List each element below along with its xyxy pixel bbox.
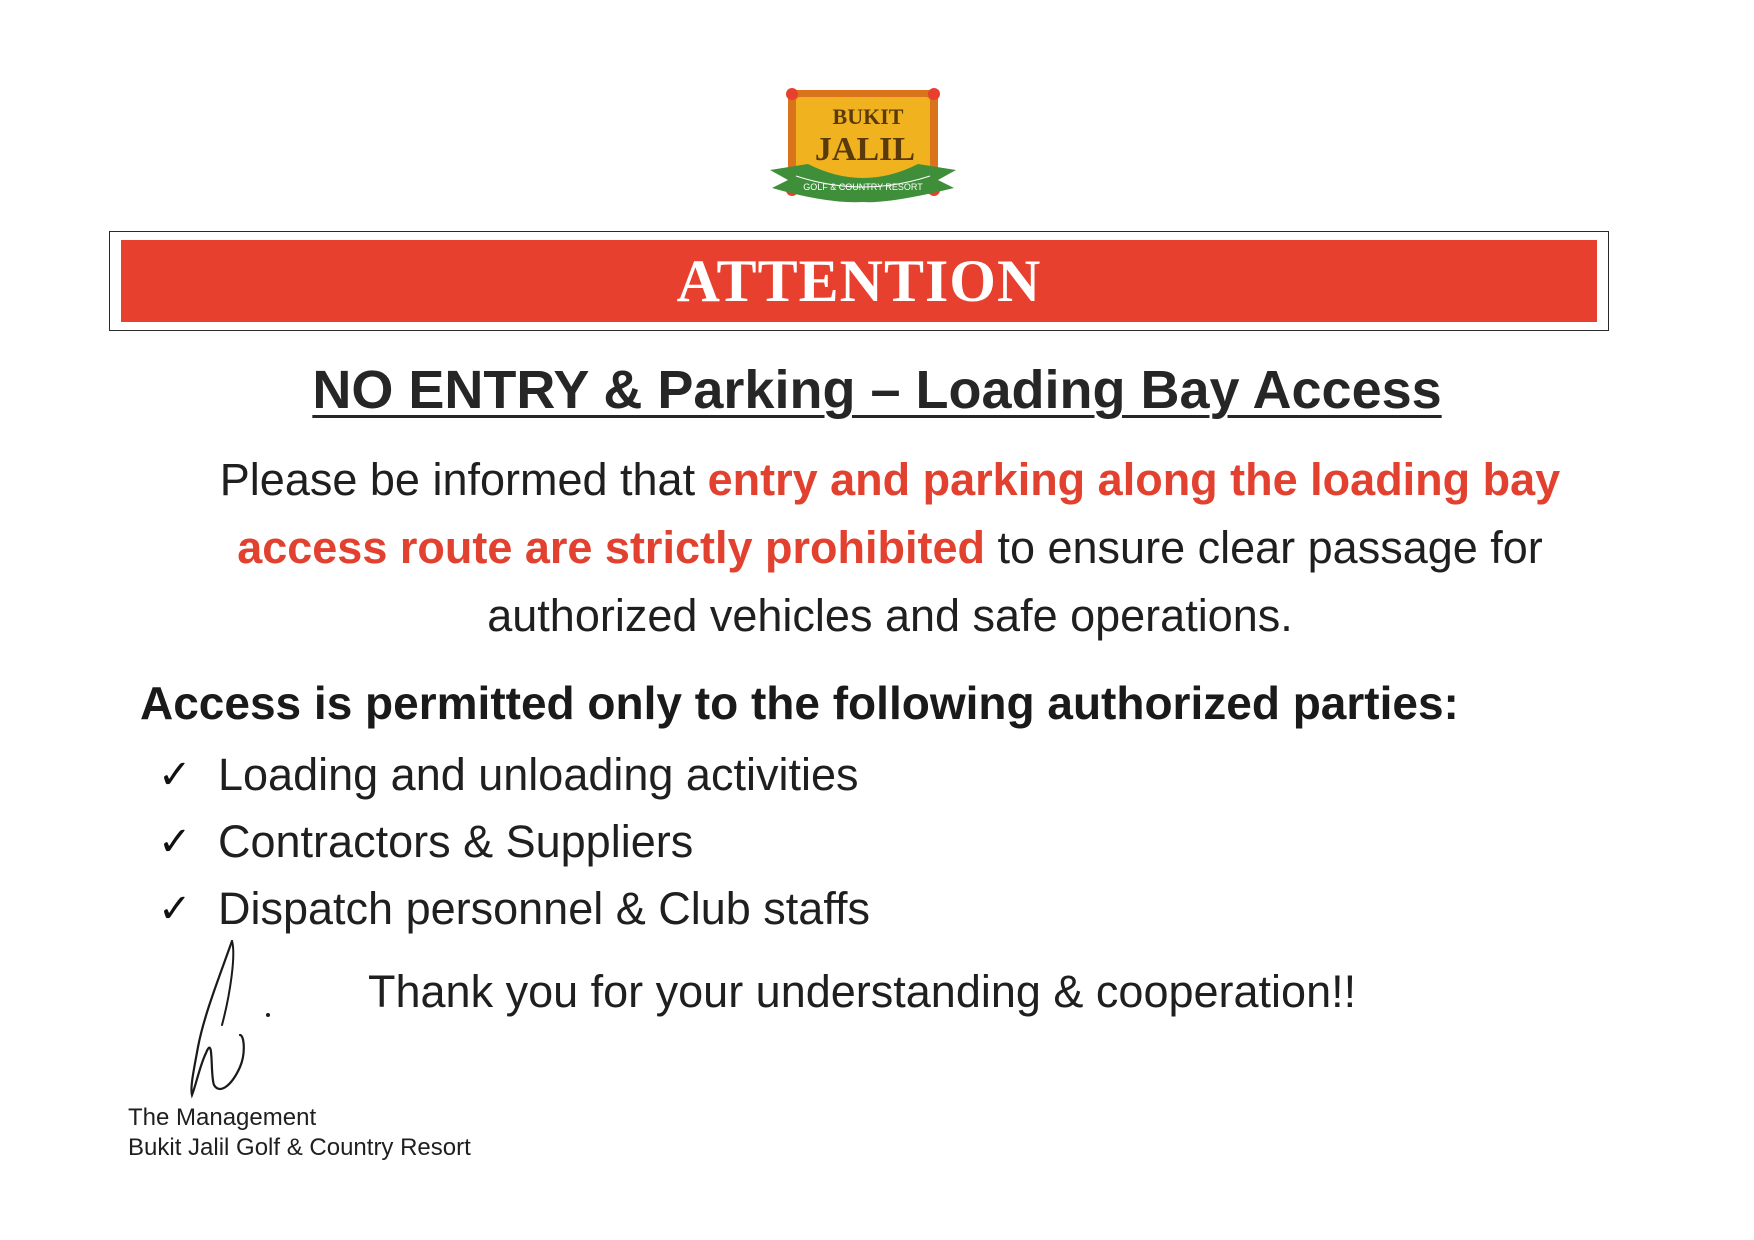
list-item-label: Contractors & Suppliers xyxy=(218,815,694,867)
notice-heading-text: NO ENTRY & Parking – Loading Bay Access xyxy=(312,360,1442,420)
list-item xyxy=(158,875,870,942)
thank-you-message: Thank you for your understanding & cooperation!! xyxy=(368,966,1357,1017)
signoff-title: The Management xyxy=(128,1104,317,1131)
paragraph-intro: Please be informed that xyxy=(219,454,708,505)
list-item xyxy=(158,808,870,875)
list-item-label: Dispatch personnel & Club staffs xyxy=(218,882,871,934)
logo-ribbon: GOLF & COUNTRY RESORT xyxy=(803,182,923,192)
notice-heading xyxy=(0,357,1754,423)
check-icon: ✓ xyxy=(158,818,192,865)
access-title: Access is permitted only to the following authorized parties: xyxy=(140,677,1459,729)
list-item-label: Loading and unloading activities xyxy=(218,748,859,800)
paragraph-outro: to ensure clear passage for authorized vehicles and safe operations. xyxy=(487,522,1543,641)
attention-banner xyxy=(121,240,1597,322)
handwritten-signature xyxy=(170,935,290,1105)
notice-paragraph xyxy=(150,446,1630,650)
resort-logo xyxy=(768,84,958,210)
signoff-block xyxy=(128,1103,471,1163)
attention-title: ATTENTION xyxy=(676,248,1042,314)
authorized-parties-list xyxy=(158,741,870,942)
logo-line2: JALIL xyxy=(814,131,916,168)
signoff-organization: Bukit Jalil Golf & Country Resort xyxy=(128,1134,471,1161)
check-icon: ✓ xyxy=(158,751,192,798)
logo-line1: BUKIT xyxy=(832,104,904,129)
list-item xyxy=(158,741,870,808)
check-icon: ✓ xyxy=(158,885,192,932)
paragraph-highlight: entry and parking along the loading bay access route are strictly prohibited xyxy=(237,454,1561,573)
attention-banner-frame xyxy=(109,231,1609,331)
